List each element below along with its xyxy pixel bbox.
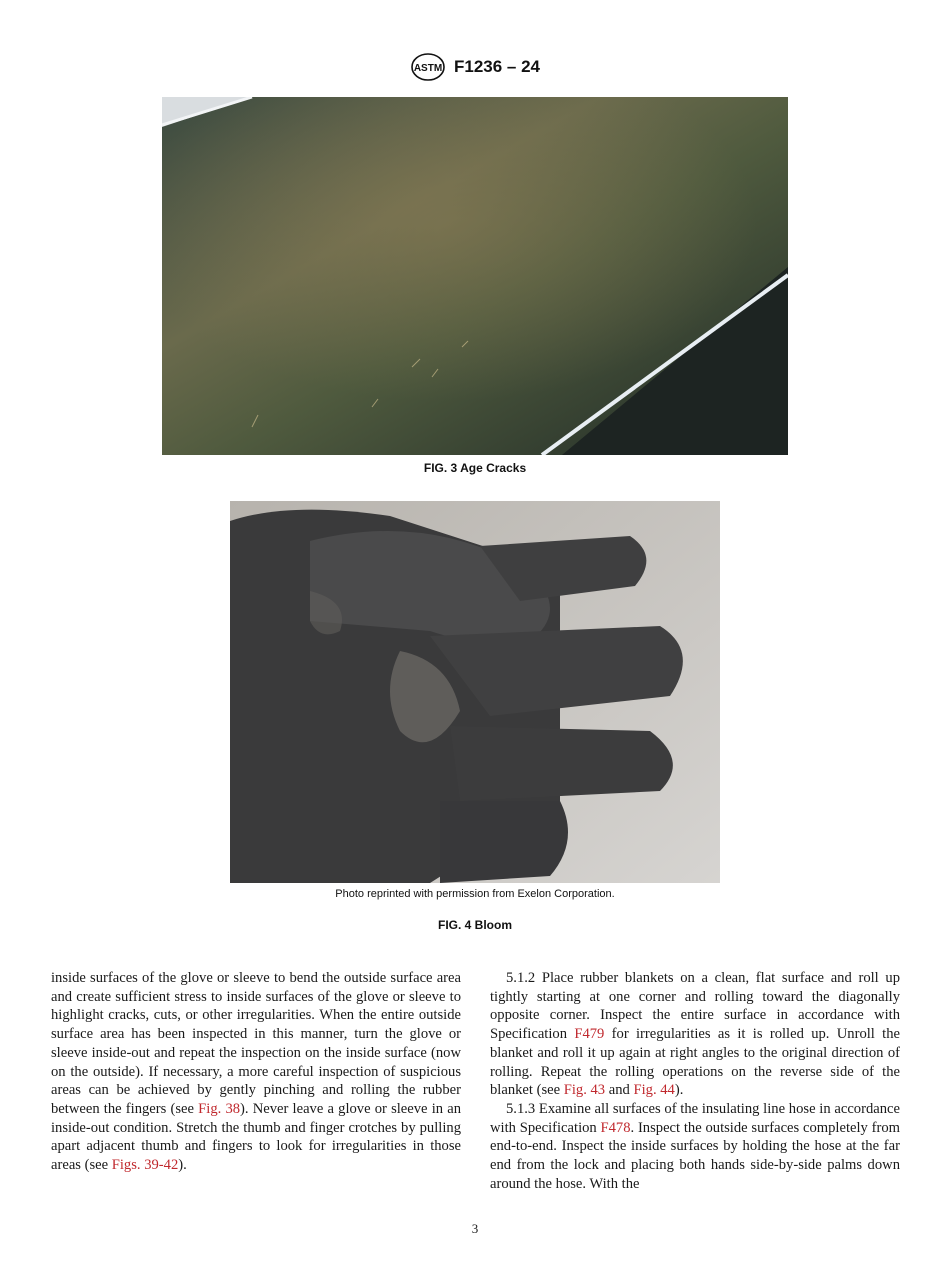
- fig-43-link[interactable]: Fig. 43: [563, 1082, 606, 1099]
- left-column: [51, 969, 461, 1175]
- page-header: [0, 52, 950, 82]
- figs-39-42-link[interactable]: Figs. 39-42: [111, 1157, 179, 1174]
- fig-38-link[interactable]: Fig. 38: [198, 1100, 241, 1117]
- paragraph-5-1-3: 5.1.3 Examine all surfaces of the insulating line hose in accordance with Specification F478. Inspect the outside surfaces completely from end-to-end. Inspect the inside surfaces by holding the hose at the far end from the lock and placing both hands side-by-side palms down around the hose. With the: [490, 1100, 900, 1192]
- paragraph-inspection-continued: inside surfaces of the glove or sleeve to bend the outside surface area and create sufficient stress to inside surfaces of the glove or sleeve to highlight cracks, cuts, or other irregularities. When the entire outside surface area has been inspected in this manner, turn the glove or sleeve inside-out and repeat the inspection on the inside surface (now on the outside). If necessary, a more careful inspection of suspicious areas can be achieved by gently pinching and rolling the rubber between the fingers (see Fig. 38). Never leave a glove or sleeve in an inside-out condition. Stretch the thumb and finger crotches by pulling apart adjacent thumb and fingers to look for irregularities in those areas (see Figs. 39-42).: [51, 970, 462, 1174]
- fig-44-link[interactable]: Fig. 44: [633, 1082, 675, 1099]
- f479-link[interactable]: F479: [574, 1026, 605, 1043]
- astm-logo-icon: [410, 52, 446, 82]
- f478-link[interactable]: F478: [600, 1119, 631, 1136]
- astm-logo-text: ASTM: [413, 63, 443, 74]
- paragraph-5-1-2: 5.1.2 Place rubber blankets on a clean, flat surface and roll up tightly starting at one corner and rolling toward the diagonally opposite corner. Inspect the entire surface in accordance with Specification F479 for irregularities as it is rolled up. Unroll the blanket and roll it up again at right angles to the original direction of rolling. Repeat the rolling operations on the reverse side of the blanket (see Fig. 43 and Fig. 44).: [490, 970, 900, 1099]
- right-column: [490, 969, 900, 1193]
- fig4-caption: FIG. 4 Bloom: [437, 918, 512, 932]
- fig3-caption: FIG. 3 Age Cracks: [423, 461, 527, 475]
- document-id: F1236 – 24: [453, 57, 540, 76]
- fig4-credit: Photo reprinted with permission from Exelon Corporation.: [335, 888, 615, 900]
- bloom-glove-photo: [230, 501, 720, 883]
- page-number: 3: [471, 1221, 479, 1236]
- age-cracks-photo: [162, 97, 788, 455]
